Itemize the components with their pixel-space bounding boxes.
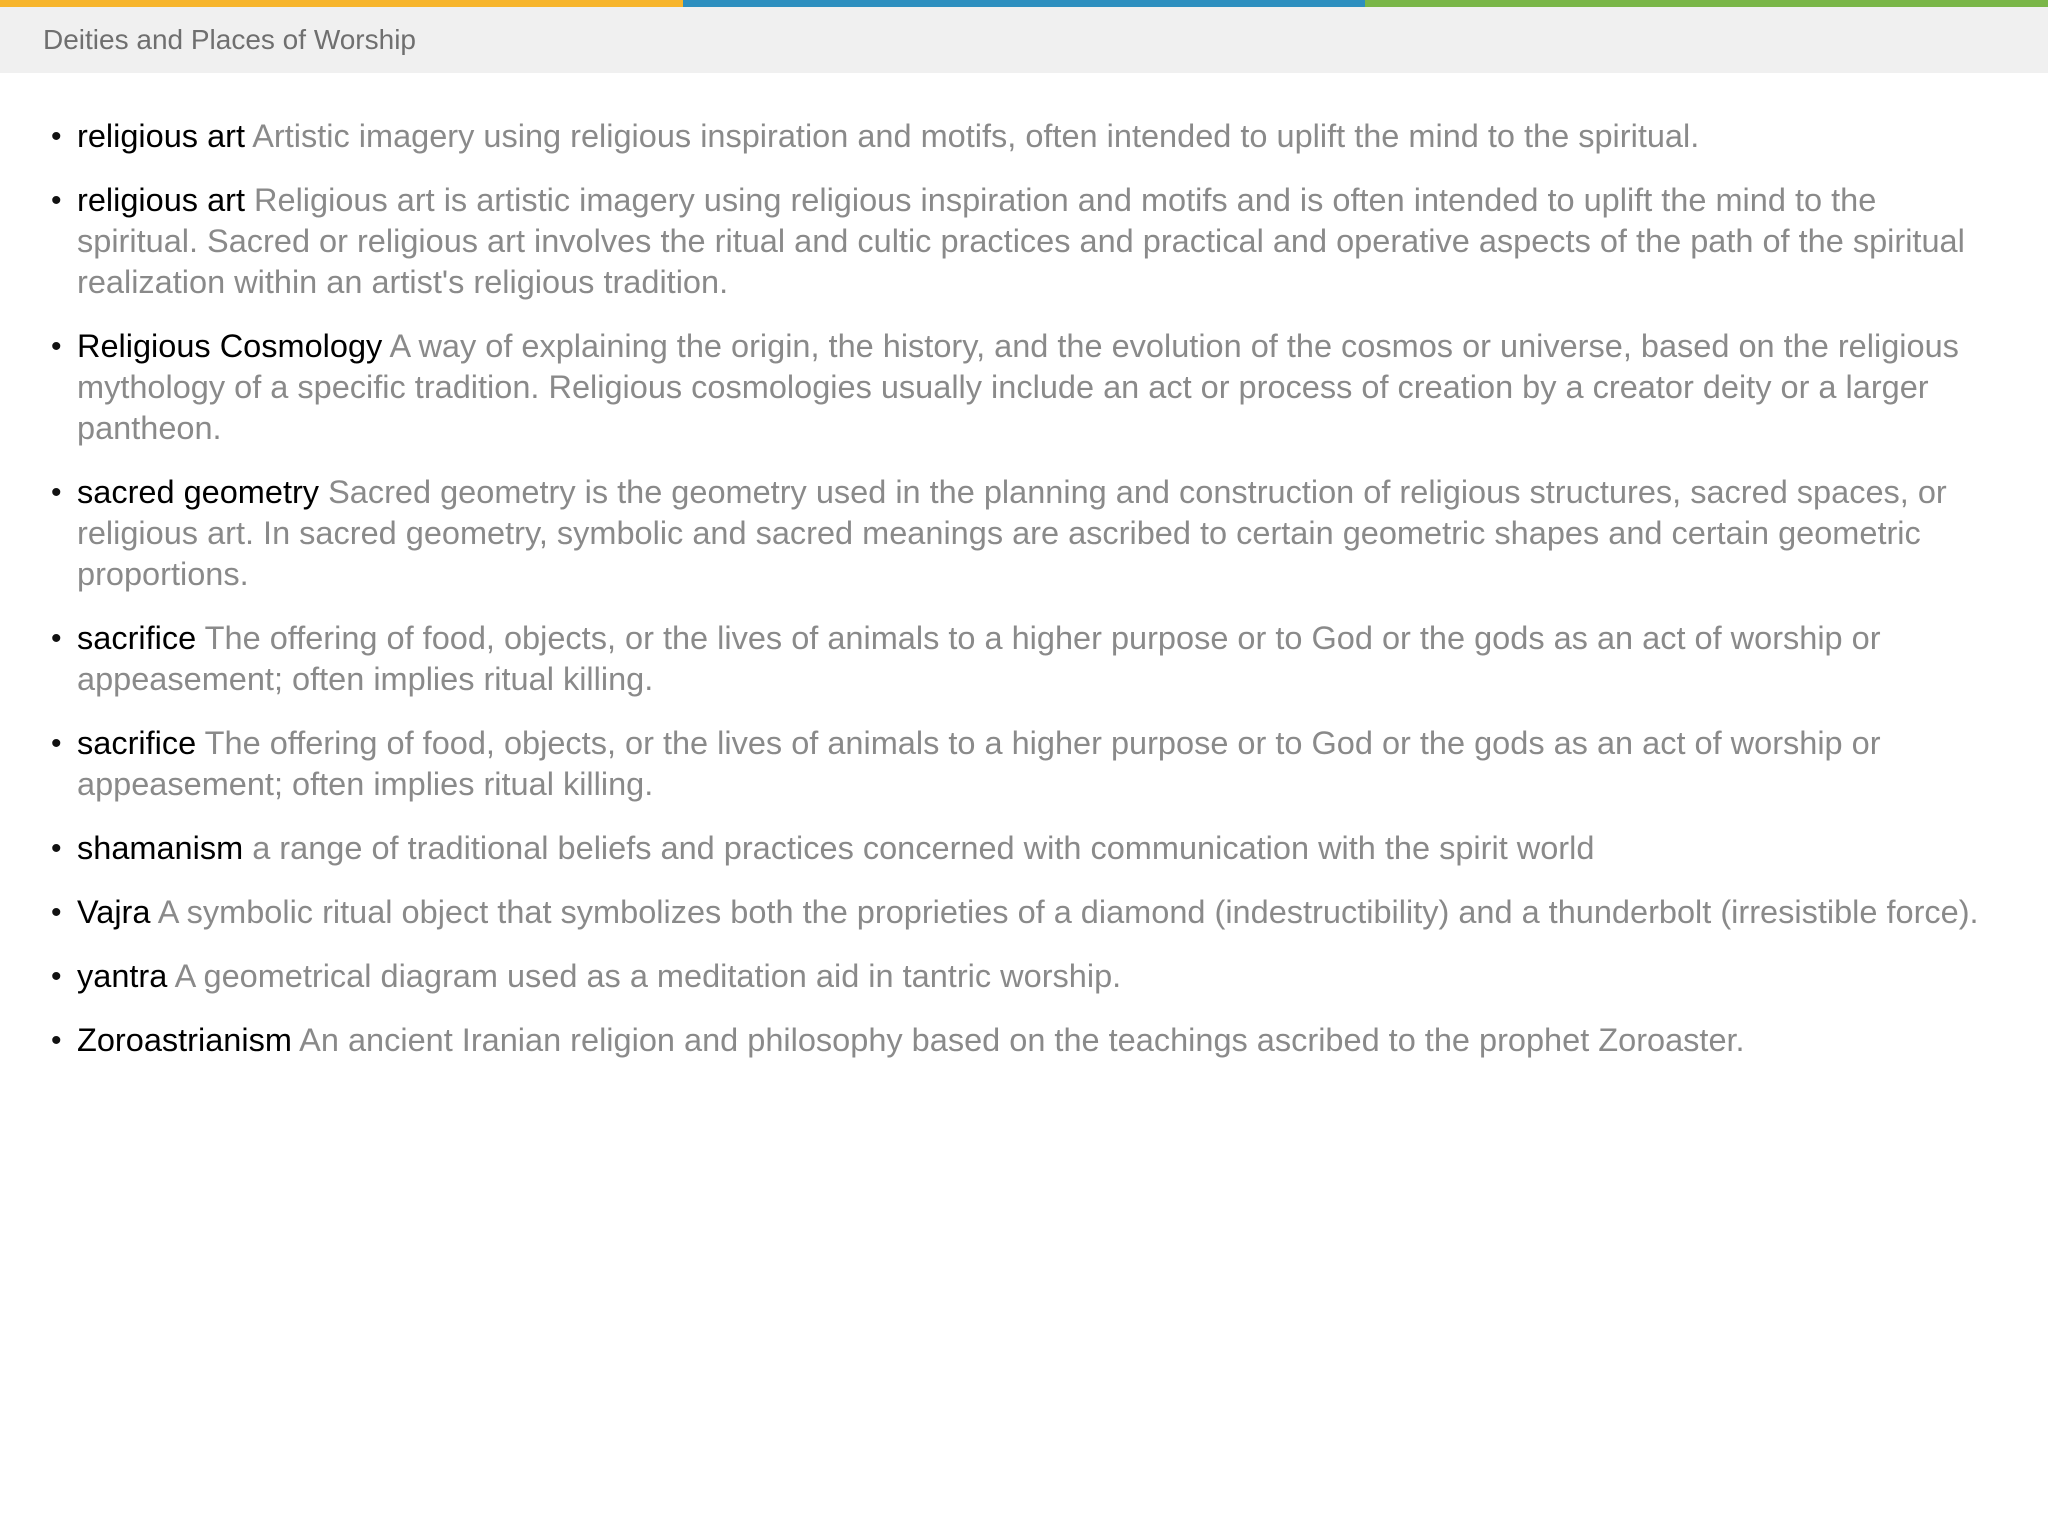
glossary-definition: Religious art is artistic imagery using religious inspiration and motifs and is often intended to uplift the mind to the spiritual. Sacred or religious art involves the ritual and cultic practices and practical and operative aspects of the path of the spiritual realization within an artist's religious tradition. — [77, 182, 1965, 300]
glossary-term: yantra — [77, 958, 168, 994]
glossary-term: sacrifice — [77, 620, 197, 656]
glossary-term: shamanism — [77, 830, 244, 866]
glossary-entry — [0, 472, 2048, 595]
glossary-entry — [0, 723, 2048, 805]
page-title: Deities and Places of Worship — [43, 24, 416, 55]
glossary-definition: a range of traditional beliefs and practices concerned with communication with the spirit world — [252, 830, 1595, 866]
glossary-entry — [0, 180, 2048, 303]
stripe-segment-blue — [683, 0, 1366, 7]
glossary-term: Zoroastrianism — [77, 1022, 292, 1058]
glossary-definition: A geometrical diagram used as a meditation aid in tantric worship. — [174, 958, 1122, 994]
glossary-definition: An ancient Iranian religion and philosophy based on the teachings ascribed to the prophet Zoroaster. — [299, 1022, 1745, 1058]
glossary-entry — [0, 618, 2048, 700]
glossary-term: sacred geometry — [77, 474, 320, 510]
header-bar — [0, 7, 2048, 73]
glossary-entry — [0, 892, 2048, 933]
glossary-entry — [0, 1020, 2048, 1061]
glossary-definition: Artistic imagery using religious inspiration and motifs, often intended to uplift the mind to the spiritual. — [252, 118, 1700, 154]
glossary-entry — [0, 828, 2048, 869]
glossary-definition: The offering of food, objects, or the lives of animals to a higher purpose or to God or the gods as an act of worship or appeasement; often implies ritual killing. — [77, 620, 1881, 697]
glossary-entry — [0, 116, 2048, 157]
glossary-term: religious art — [77, 182, 245, 218]
glossary-definition: Sacred geometry is the geometry used in the planning and construction of religious structures, sacred spaces, or religious art. In sacred geometry, symbolic and sacred meanings are ascribed to certain geometric shapes and certain geometric proportions. — [77, 474, 1947, 592]
glossary-definition: A symbolic ritual object that symbolizes both the proprieties of a diamond (indestructibility) and a thunderbolt (irresistible force). — [157, 894, 1979, 930]
glossary-definition: A way of explaining the origin, the history, and the evolution of the cosmos or universe, based on the religious mythology of a specific tradition. Religious cosmologies usually include an act or process of creation by a creator deity or a larger pantheon. — [77, 328, 1959, 446]
glossary-list — [0, 116, 2048, 1084]
glossary-entry — [0, 956, 2048, 997]
glossary-term: Vajra — [77, 894, 151, 930]
glossary-term: sacrifice — [77, 725, 197, 761]
top-color-stripe — [0, 0, 2048, 7]
glossary-entry — [0, 326, 2048, 449]
stripe-segment-yellow — [0, 0, 683, 7]
glossary-term: Religious Cosmology — [77, 328, 383, 364]
glossary-term: religious art — [77, 118, 245, 154]
glossary-definition: The offering of food, objects, or the lives of animals to a higher purpose or to God or the gods as an act of worship or appeasement; often implies ritual killing. — [77, 725, 1881, 802]
stripe-segment-green — [1365, 0, 2048, 7]
